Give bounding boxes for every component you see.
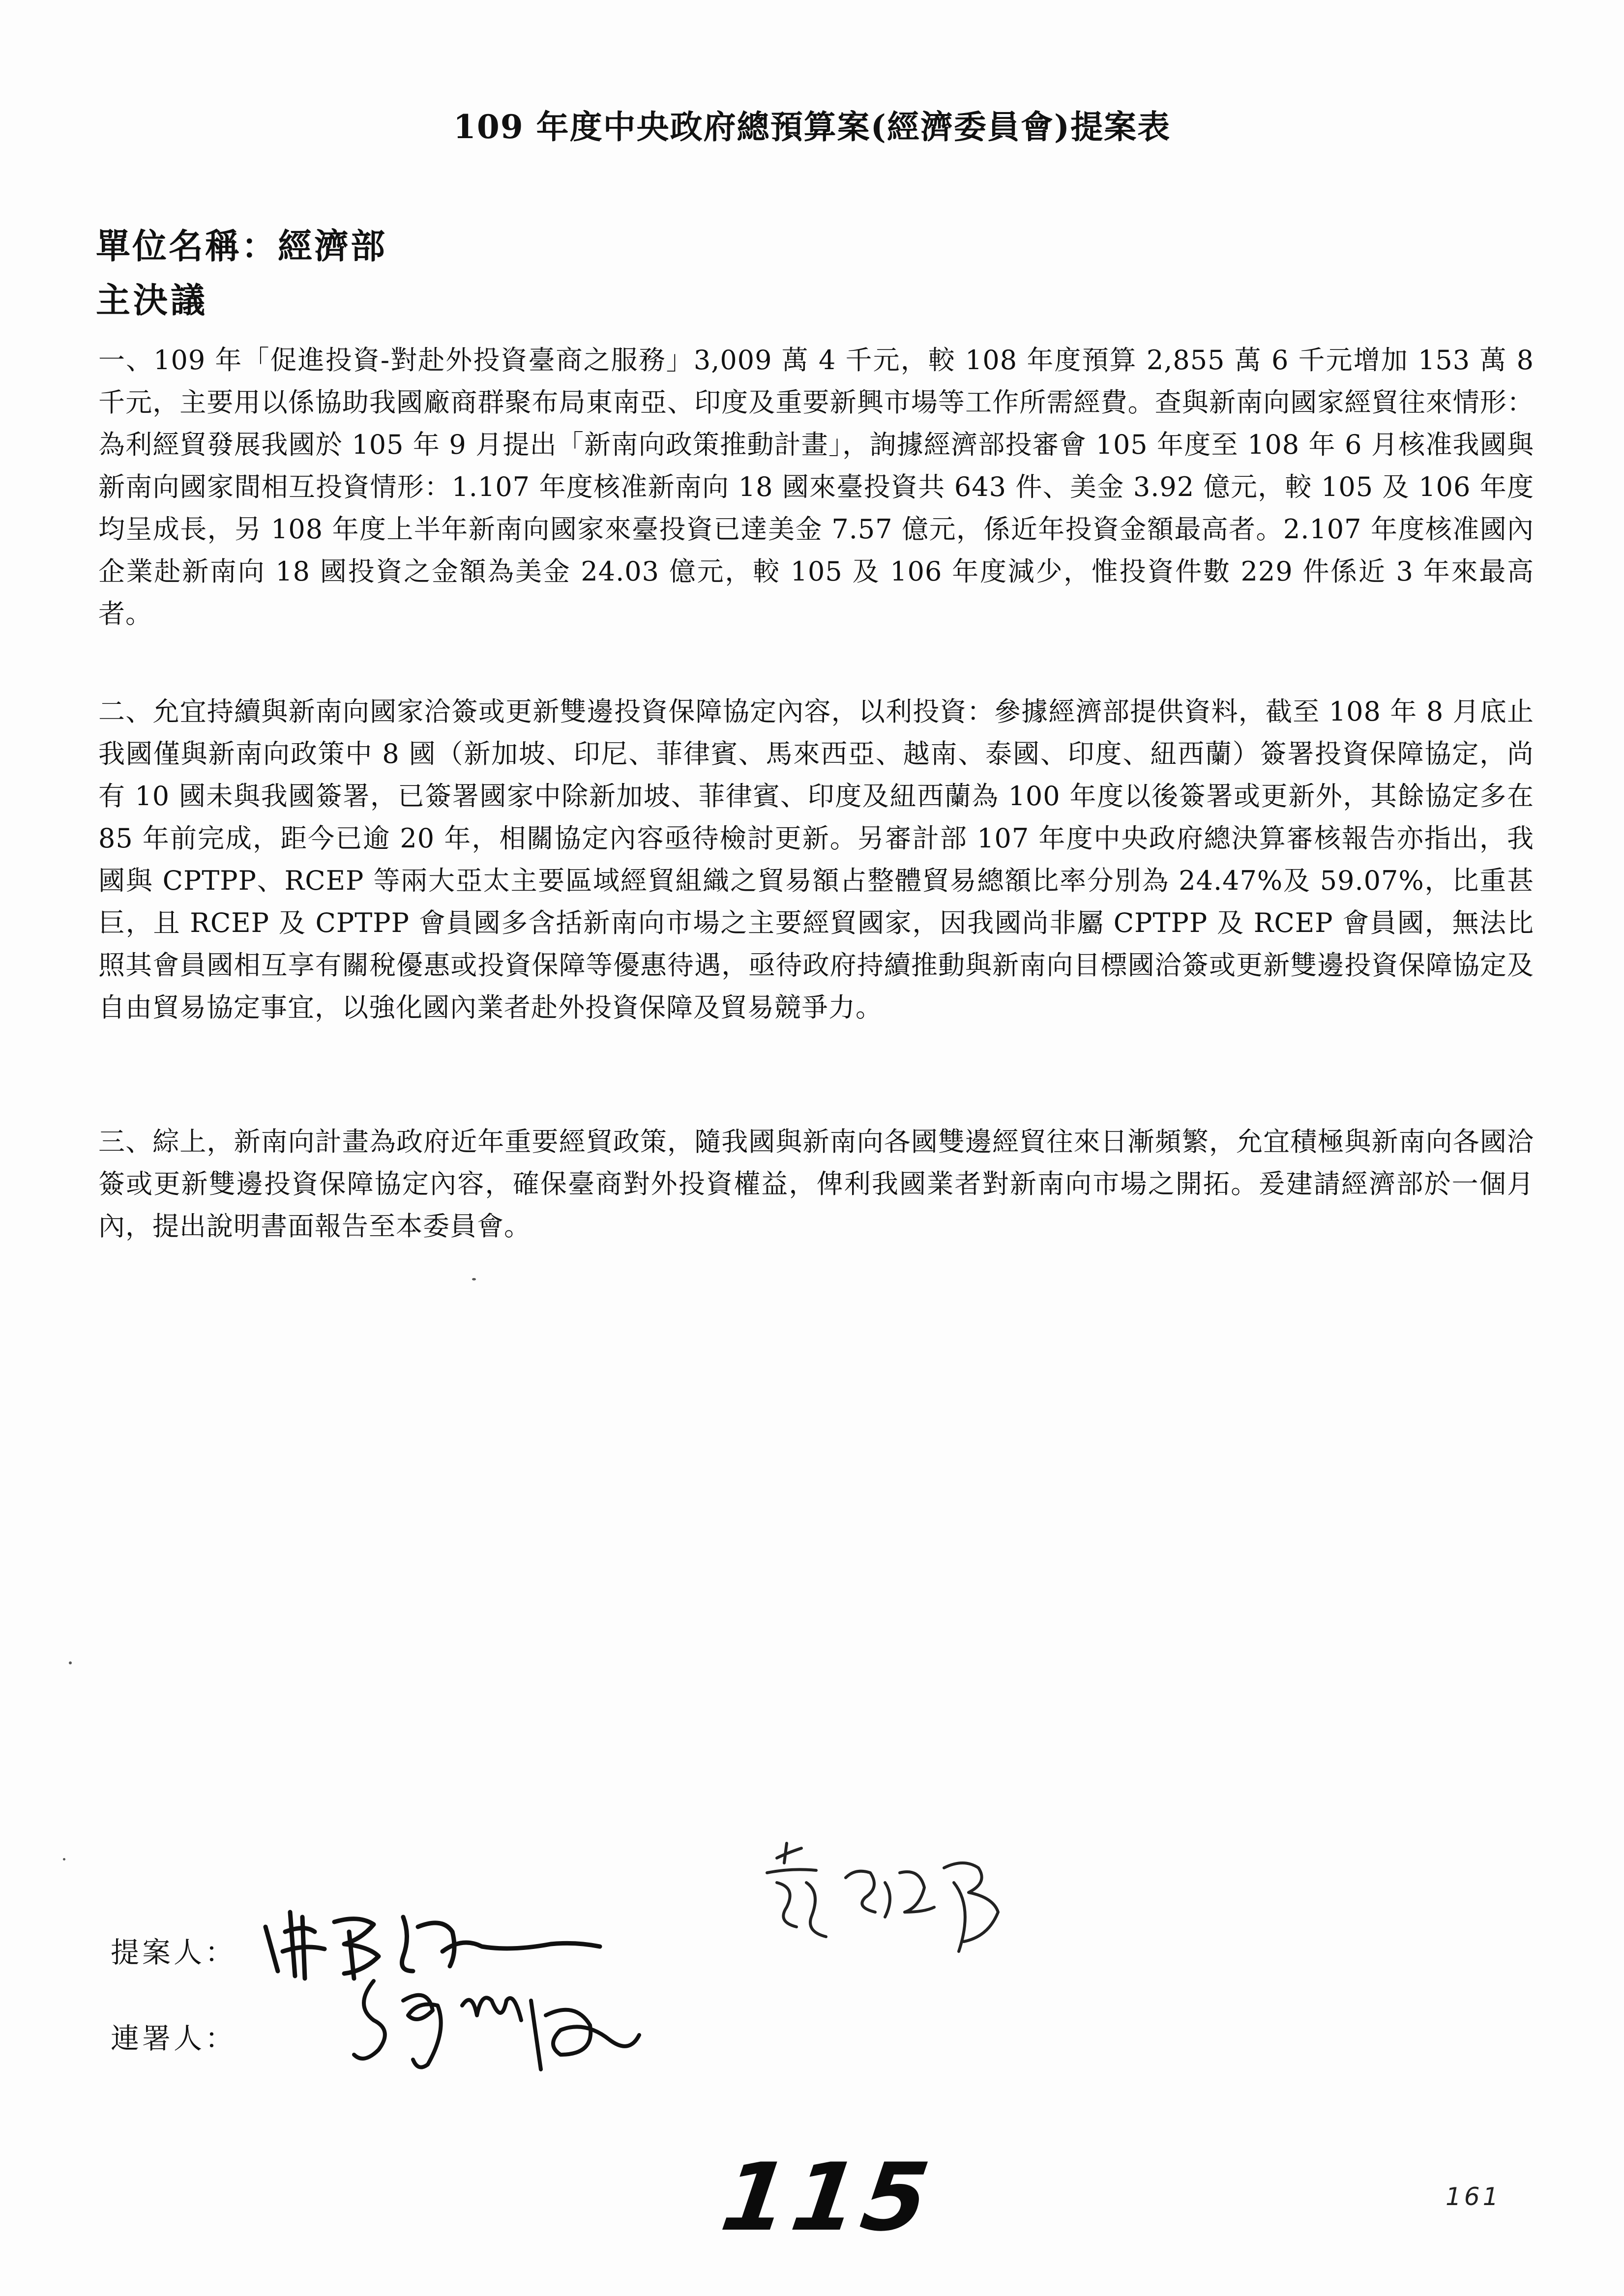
paragraph-2: 二、允宜持續與新南向國家洽簽或更新雙邊投資保障協定內容，以利投資：參據經濟部提供資料，截至 108 年 8 月底止我國僅與新南向政策中 8 國（新加坡、印尼、菲律賓、馬來西亞、越南、泰國、印度、紐西蘭）簽署投資保障協定，尚有 10 國未與我國簽署，已簽署國家中除新加坡、菲律賓、印度及紐西蘭為 100 年度以後簽署或更新外，其餘協定多在 85 年前完成，距今已逾 20 年，相關協定內容亟待檢討更新。另審計部 107 年度中央政府總決算審核報告亦指出，我國與 CPTPP、RCEP 等兩大亞太主要區域經貿組織之貿易額占整體貿易總額比率分別為 24.47%及 59.07%，比重甚巨，且 RCEP 及 CPTPP 會員國多含括新南向市場之主要經貿國家，因我國尚非屬 CPTPP 及 RCEP 會員國，無法比照其會員國相互享有關稅優惠或投資保障等優惠待遇，亟待政府持續推動與新南向目標國洽簽或更新雙邊投資保障協定及自由貿易協定事宜，以強化國內業者赴外投資保障及貿易競爭力。 <box>98 696 1534 1023</box>
decision-heading: 主決議 <box>96 280 208 320</box>
page-number: 161 <box>1446 2182 1502 2211</box>
scan-speck <box>63 1858 65 1860</box>
proposer-label: 提案人： <box>111 1936 237 1969</box>
page-stamp: 115 <box>715 2143 941 2252</box>
paragraph-1: 一、109 年「促進投資-對赴外投資臺商之服務」3,009 萬 4 千元，較 108 年度預算 2,855 萬 6 千元增加 153 萬 8 千元，主要用以係協助我國廠商群聚布局東南亞、印度及重要新興市場等工作所需經費。查與新南向國家經貿往來情形：為利經貿發展我國於 105 年 9 月提出「新南向政策推動計畫」，詢據經濟部投審會 105 年度至 108 年 6 月核准我國與新南向國家間相互投資情形：1.107 年度核准新南向 18 國來臺投資共 643 件、美金 3.92 億元，較 105 及 106 年度均呈成長，另 108 年度上半年新南向國家來臺投資已達美金 7.57 億元，係近年投資金額最高者。2.107 年度核准國內企業赴新南向 18 國投資之金額為美金 24.03 億元，較 105 及 106 年度減少，惟投資件數 229 件係近 3 年來最高者。 <box>98 345 1534 629</box>
cosigner-label: 連署人： <box>111 2022 237 2055</box>
unit-name: 單位名稱：經濟部 <box>96 226 387 266</box>
scan-speck <box>472 1278 476 1280</box>
paragraph-3: 三、綜上，新南向計畫為政府近年重要經貿政策，隨我國與新南向各國雙邊經貿往來日漸頻繁，允宜積極與新南向各國洽簽或更新雙邊投資保障協定內容，確保臺商對外投資權益，俾利我國業者對新南向市場之開拓。爰建請經濟部於一個月內，提出說明書面報告至本委員會。 <box>98 1126 1534 1242</box>
cosigner-signature-2 <box>757 1838 1033 1956</box>
scan-speck <box>69 1661 72 1664</box>
page-title: 109 年度中央政府總預算案(經濟委員會)提案表 <box>453 108 1171 146</box>
cosigner-signature-1 <box>344 1971 649 2074</box>
